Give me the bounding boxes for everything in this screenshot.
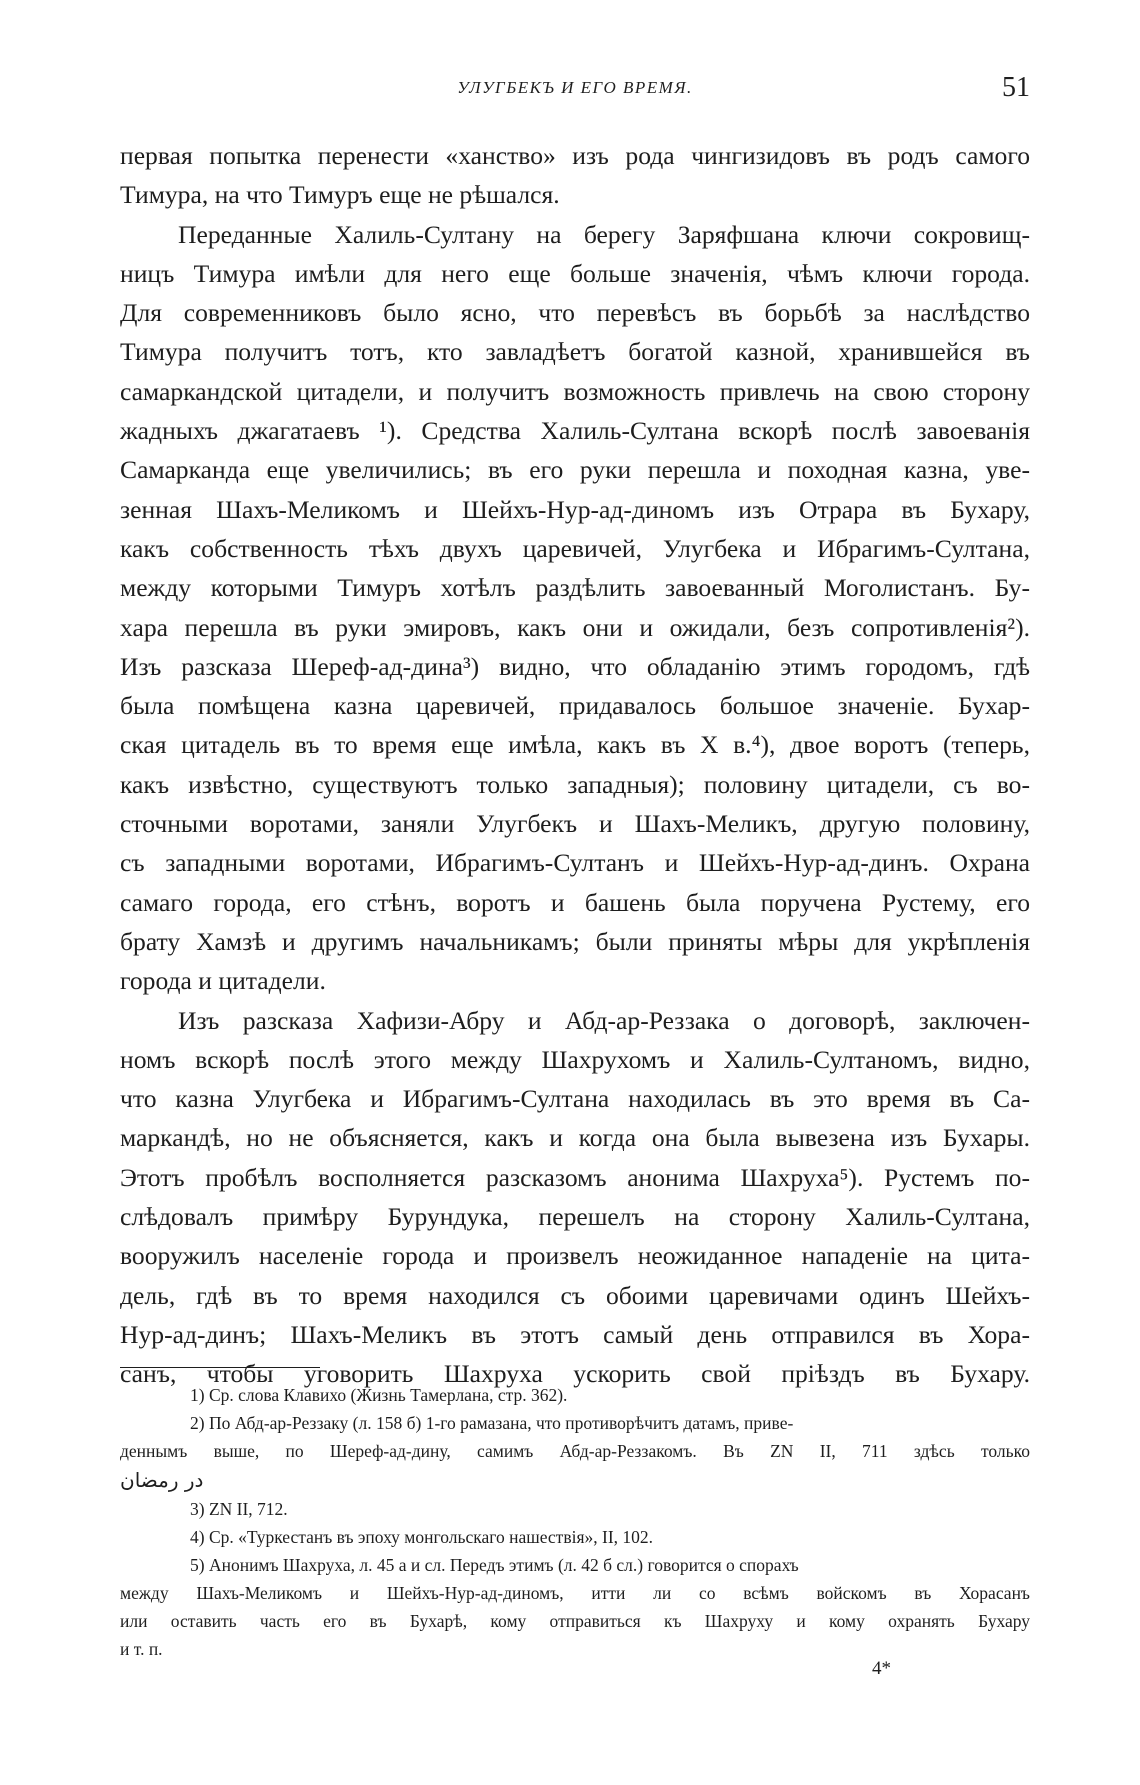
text-line: Изъ разсказа Шереф-ад-дина³) видно, что обладанію этимъ городомъ, гдѣ xyxy=(120,651,1030,681)
footnote-line: 1) Ср. слова Клавихо (Жизнь Тамерлана, стр. 362). xyxy=(190,1385,568,1405)
footnote-line: 5) Анонимъ Шахруха, л. 45 а и сл. Передъ этимъ (л. 42 б сл.) говорится о спорахъ xyxy=(190,1555,799,1575)
text-line: брату Хамзѣ и другимъ начальникамъ; были приняты мѣры для укрѣпленія xyxy=(120,926,1030,956)
text-line: Самарканда еще увеличились; въ его руки перешла и походная казна, уве- xyxy=(120,455,1030,485)
footnote-line: 3) ZN II, 712. xyxy=(190,1499,288,1519)
text-line: первая попытка перенести «ханство» изъ рода чингизидовъ въ родъ самого xyxy=(120,141,1030,170)
text-line: Тимура получитъ тотъ, кто завладѣетъ богатой казной, хранившейся въ xyxy=(120,337,1030,367)
running-title: УЛУГБЕКЪ И ЕГО ВРЕМЯ. xyxy=(457,78,693,97)
text-line: вооружилъ населеніе города и произвелъ неожиданное нападеніе на цита- xyxy=(120,1241,1030,1271)
page-number: 51 xyxy=(1002,72,1030,103)
footnote-divider xyxy=(120,1367,320,1368)
text-line: что казна Улугбека и Ибрагимъ-Султана находилась въ это время въ Са- xyxy=(120,1084,1030,1114)
text-line: Этотъ пробѣлъ восполняется разсказомъ анонима Шахруха⁵). Рустемъ по- xyxy=(120,1162,1030,1192)
footnote-line: 2) По Абд-ар-Реззаку (л. 158 б) 1-го рамазана, что противорѣчитъ датамъ, приве- xyxy=(190,1413,794,1433)
text-line: Для современниковъ было ясно, что перевѣсъ въ борьбѣ за наслѣдство xyxy=(120,298,1030,328)
text-line: зенная Шахъ-Меликомъ и Шейхъ-Нур-ад-диномъ изъ Отрара въ Бухару, xyxy=(120,494,1030,524)
text-line: Тимура, на что Тимуръ еще не рѣшался. xyxy=(120,180,560,210)
text-line: ская цитадель въ то время еще имѣла, какъ въ X в.⁴), двое воротъ (теперь, xyxy=(120,730,1030,760)
text-line: между которыми Тимуръ хотѣлъ раздѣлить завоеванный Моголистанъ. Бу- xyxy=(120,573,1030,603)
printer-signature-mark: 4* xyxy=(872,1658,891,1679)
text-line: слѣдовалъ примѣру Бурундука, перешелъ на сторону Халиль-Султана, xyxy=(120,1202,1030,1232)
text-line: санъ, чтобы уговорить Шахруха ускорить свой пріѣздъ въ Бухару. xyxy=(120,1359,1030,1389)
text-line: съ западными воротами, Ибрагимъ-Султанъ и Шейхъ-Нур-ад-динъ. Охрана xyxy=(120,848,1030,878)
footnote-line: или оставить часть его въ Бухарѣ, кому отправиться къ Шахруху и кому охранять Бухару xyxy=(120,1611,1030,1631)
text-line: города и цитадели. xyxy=(120,966,326,996)
text-line: ницъ Тимура имѣли для него еще больше значенія, чѣмъ ключи города. xyxy=(120,258,1030,288)
footnote-line: между Шахъ-Меликомъ и Шейхъ-Нур-ад-диномъ, итти ли со всѣмъ войскомъ въ Хорасанъ xyxy=(120,1583,1030,1603)
footnote-line: деннымъ выше, по Шереф-ад-дину, самимъ Абд-ар-Реззакомъ. Въ ZN II, 711 здѣсь только xyxy=(120,1441,1030,1461)
text-line: номъ вскорѣ послѣ этого между Шахрухомъ и Халиль-Султаномъ, видно, xyxy=(120,1044,1030,1074)
text-line: дель, гдѣ въ то время находился съ обоими царевичами одинъ Шейхъ- xyxy=(120,1280,1030,1310)
text-line: самаркандской цитадели, и получитъ возможность привлечь на свою сторону xyxy=(120,376,1030,406)
text-line: самаго города, его стѣнъ, воротъ и башень была поручена Рустему, его xyxy=(120,887,1030,917)
text-line: Изъ разсказа Хафизи-Абру и Абд-ар-Реззака о договорѣ, заключен- xyxy=(178,1005,1030,1035)
text-line: Переданные Халиль-Султану на берегу Заряфшана ключи сокровищ- xyxy=(178,219,1030,249)
text-line: сточными воротами, заняли Улугбекъ и Шахъ-Меликъ, другую половину, xyxy=(120,809,1030,839)
text-line: какъ извѣстно, существуютъ только западныя); половину цитадели, съ во- xyxy=(120,769,1030,799)
footnotes xyxy=(120,1381,1030,1663)
text-line: какъ собственность тѣхъ двухъ царевичей, Улугбека и Ибрагимъ-Султана, xyxy=(120,533,1030,563)
text-line: хара перешла въ руки эмировъ, какъ они и ожидали, безъ сопротивленія²). xyxy=(120,612,1030,642)
footnote-arabic-text: در رمضان xyxy=(120,1468,204,1492)
body-text xyxy=(120,136,1030,1394)
footnote-line: и т. п. xyxy=(120,1639,163,1659)
footnote-line: 4) Ср. «Туркестанъ въ эпоху монгольскаго нашествія», II, 102. xyxy=(190,1527,654,1547)
text-line: маркандѣ, но не объясняется, какъ и когда она была вывезена изъ Бухары. xyxy=(120,1123,1030,1153)
text-line: была помѣщена казна царевичей, придавалось большое значеніе. Бухар- xyxy=(120,691,1030,721)
text-line: Нур-ад-динъ; Шахъ-Меликъ въ этотъ самый день отправился въ Хора- xyxy=(120,1319,1030,1349)
text-line: жадныхъ джагатаевъ ¹). Средства Халиль-Султана вскорѣ послѣ завоеванія xyxy=(120,416,1030,446)
page-header xyxy=(120,72,1030,102)
